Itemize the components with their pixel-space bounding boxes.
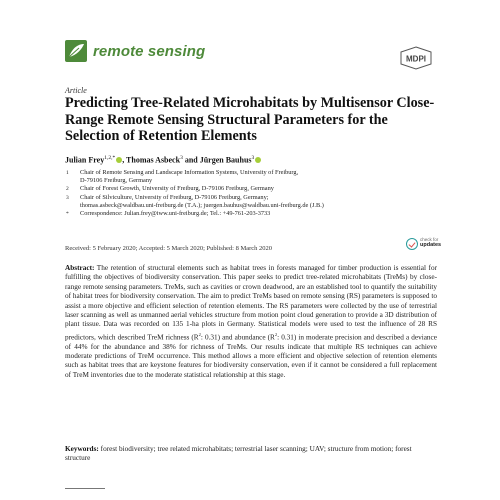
check-updates-line2: updates: [420, 242, 442, 248]
affiliation-mark: 2: [66, 186, 69, 193]
check-updates-icon: [406, 238, 418, 250]
affiliations: [65, 169, 445, 218]
author-name[interactable]: , Thomas Asbeck: [122, 155, 181, 165]
mdpi-logo-icon: [399, 46, 433, 70]
author-affil-mark: 3: [180, 155, 183, 161]
author-name[interactable]: and Jürgen Bauhus: [182, 155, 252, 165]
publication-dates: Received: 5 February 2020; Accepted: 5 March 2020; Published: 8 March 2020: [65, 245, 273, 252]
affiliation-item: [65, 169, 445, 185]
footer-divider: [65, 488, 105, 489]
journal-header: [65, 40, 205, 62]
keywords-label: Keywords:: [65, 445, 99, 453]
affiliation-line: Chair of Remote Sensing and Landscape Information Systems, University of Freiburg,: [80, 169, 299, 176]
mdpi-logo[interactable]: [399, 46, 433, 70]
author-list: [65, 155, 261, 165]
affiliation-mark: 1: [66, 170, 69, 176]
correspondence-item: [65, 210, 445, 218]
abstract: [65, 264, 437, 380]
abstract-label: Abstract:: [65, 264, 95, 272]
affiliation-mark: 3: [66, 194, 69, 201]
author-name[interactable]: Julian Frey: [65, 155, 105, 165]
affiliation-line: D-79106 Freiburg, Germany: [80, 177, 153, 185]
keywords: [65, 445, 437, 464]
abstract-text: : 0.31) in moderate precision and described a deviance of 44% for the abundance and 38% for richness of TreMs. Our results indicate that multiple RS techniques can achieve moderate predictions of TreM occurrence. This method allows a more efficient and objective selection of retention elements such as habitat trees that are keystone features for biodiversity conservation, even if it cannot be considered a full replacement of TreM inventories due to the moderate statistical relationship at this stage.: [65, 333, 437, 379]
check-updates-line1: check for: [420, 237, 439, 242]
publisher-name: MDPI: [406, 54, 426, 64]
article-type: Article: [65, 86, 87, 95]
check-updates-text: [420, 237, 441, 248]
affiliation-email-line[interactable]: thomas.asbeck@waldbau.uni-freiburg.de (T.A.); juergen.bauhus@waldbau.uni-freiburg.de (J.B.): [80, 201, 324, 209]
keywords-text: forest biodiversity; tree related microhabitats; terrestrial laser scanning; UAV; structure from motion; forest structure: [65, 445, 412, 463]
author-affil-mark: 1,2,*: [104, 155, 116, 161]
abstract-superscript: 2: [198, 331, 201, 337]
journal-name[interactable]: remote sensing: [93, 42, 206, 60]
affiliation-line: Chair of Forest Growth, University of Freiburg, D-79106 Freiburg, Germany: [80, 185, 274, 193]
abstract-text: : 0.31) and abundance (R: [200, 333, 275, 342]
affiliation-mark: *: [66, 211, 69, 218]
affiliation-item: [65, 185, 445, 193]
correspondence-line[interactable]: Correspondence: Julian.frey@iww.uni-freiburg.de; Tel.: +49-761-203-3733: [80, 210, 271, 218]
tree-leaf-icon: [65, 40, 87, 62]
author-affil-mark: 3: [251, 155, 255, 161]
paper-title: Predicting Tree-Related Microhabitats by Multisensor Close-Range Remote Sensing Structural Parameters for the Selection of Retention Elements: [65, 95, 435, 144]
affiliation-line: Chair of Silviculture, University of Freiburg, D-79106 Freiburg, Germany;: [80, 193, 269, 201]
orcid-icon[interactable]: [255, 157, 261, 163]
affiliation-item: [65, 194, 445, 210]
check-for-updates-badge[interactable]: [406, 236, 442, 254]
abstract-superscript: 2: [274, 331, 278, 337]
abstract-text: The retention of structural elements such as habitat trees in forests managed for timber production is essential for fulfilling the objectives of biodiversity conservation. This paper seeks to predict tree-related microhabitats (TreMs) by close-range remote sensing parameters. TreMs, such as cavities or crown deadwood, are an established tool to quantify the suitability of habitat trees for biodiversity conservation. The aim to predict TreMs based on remote sensing (RS) parameters is supposed to assist a more objective and efficient selection of retention elements. The RS parameters were collected by the use of terrestrial laser scanning as well as unmanned aerial vehicles structure from motion point cloud generation to provide a 3D distribution of plant tissue. Data was recorded on 135 1-ha plots in Germany. Statistical models were used to test the influence of 28 RS predictors, which described TreM richness (R: [65, 264, 437, 342]
